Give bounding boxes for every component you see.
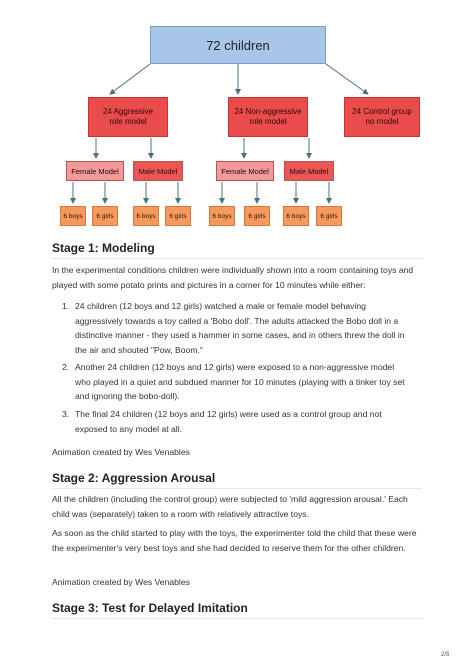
stage2-heading: Stage 2: Aggression Arousal xyxy=(52,471,216,485)
female-model-node: Female Model xyxy=(216,161,274,181)
leaf-node: 6 boys xyxy=(283,206,309,226)
page-number: 2/5 xyxy=(441,652,450,658)
leaf-node: 6 girls xyxy=(316,206,342,226)
male-model-node: Male Model xyxy=(284,161,334,181)
control-group-node xyxy=(344,97,420,137)
stage2-credit: Animation created by Wes Venables xyxy=(52,577,190,587)
group-sublabel: role model xyxy=(249,117,287,126)
group-label: 24 Non-aggressive xyxy=(234,107,302,116)
stage1-intro: In the experimental conditions children were individually shown into a room containing toys and played with some potato prints and pictures in a corner for 10 minutes while either: xyxy=(52,265,414,290)
experiment-diagram xyxy=(0,0,474,232)
stage3-heading: Stage 3: Test for Delayed Imitation xyxy=(52,601,248,615)
list-number: 1. xyxy=(62,301,70,311)
list-text: 24 children (12 boys and 12 girls) watched a male or female model behaving aggressively towards a toy called a 'Bobo doll'. The adults attacked the Bobo doll in a distinctive manner - they used a hammer in some cases, and in others threw the doll in the air and shouted "Pow, Boom." xyxy=(75,301,405,355)
leaf-node: 6 boys xyxy=(60,206,86,226)
leaf-node: 6 girls xyxy=(165,206,191,226)
male-model-node: Male Model xyxy=(133,161,183,181)
stage1-heading: Stage 1: Modeling xyxy=(52,241,155,255)
leaf-node: 6 boys xyxy=(209,206,235,226)
group-label: 24 Control group xyxy=(352,107,412,116)
list-text: Another 24 children (12 boys and 12 girls) were exposed to a non-aggressive model who played in a quiet and subdued manner for 10 minutes (playing with a tinker toy set and ignoring the bobo-doll). xyxy=(75,362,405,402)
stage2-paragraph-2: As soon as the child started to play with the toys, the experimenter told the child that these were the experimenter's very best toys and she had decided to reserve them for the other children. xyxy=(52,528,417,553)
stage1-divider xyxy=(52,258,422,259)
leaf-node: 6 girls xyxy=(92,206,118,226)
stage3-divider xyxy=(52,618,422,619)
list-text: The final 24 children (12 boys and 12 girls) were used as a control group and not exposed to any model at all. xyxy=(75,409,382,434)
leaf-node: 6 boys xyxy=(133,206,159,226)
list-number: 3. xyxy=(62,409,70,419)
root-node: 72 children xyxy=(150,26,326,64)
leaf-node: 6 girls xyxy=(244,206,270,226)
stage2-divider xyxy=(52,488,422,489)
aggressive-group-node xyxy=(88,97,168,137)
female-model-node: Female Model xyxy=(66,161,124,181)
stage1-credit: Animation created by Wes Venables xyxy=(52,447,190,457)
group-sublabel: role model xyxy=(109,117,147,126)
stage2-paragraph-1: All the children (including the control group) were subjected to 'mild aggression arousal.' Each child was (separately) taken to a room with relatively attractive toys. xyxy=(52,494,408,519)
group-sublabel: no model xyxy=(365,117,399,126)
non-aggressive-group-node xyxy=(228,97,308,137)
group-label: 24 Aggressive xyxy=(102,107,154,116)
list-number: 2. xyxy=(62,362,70,372)
